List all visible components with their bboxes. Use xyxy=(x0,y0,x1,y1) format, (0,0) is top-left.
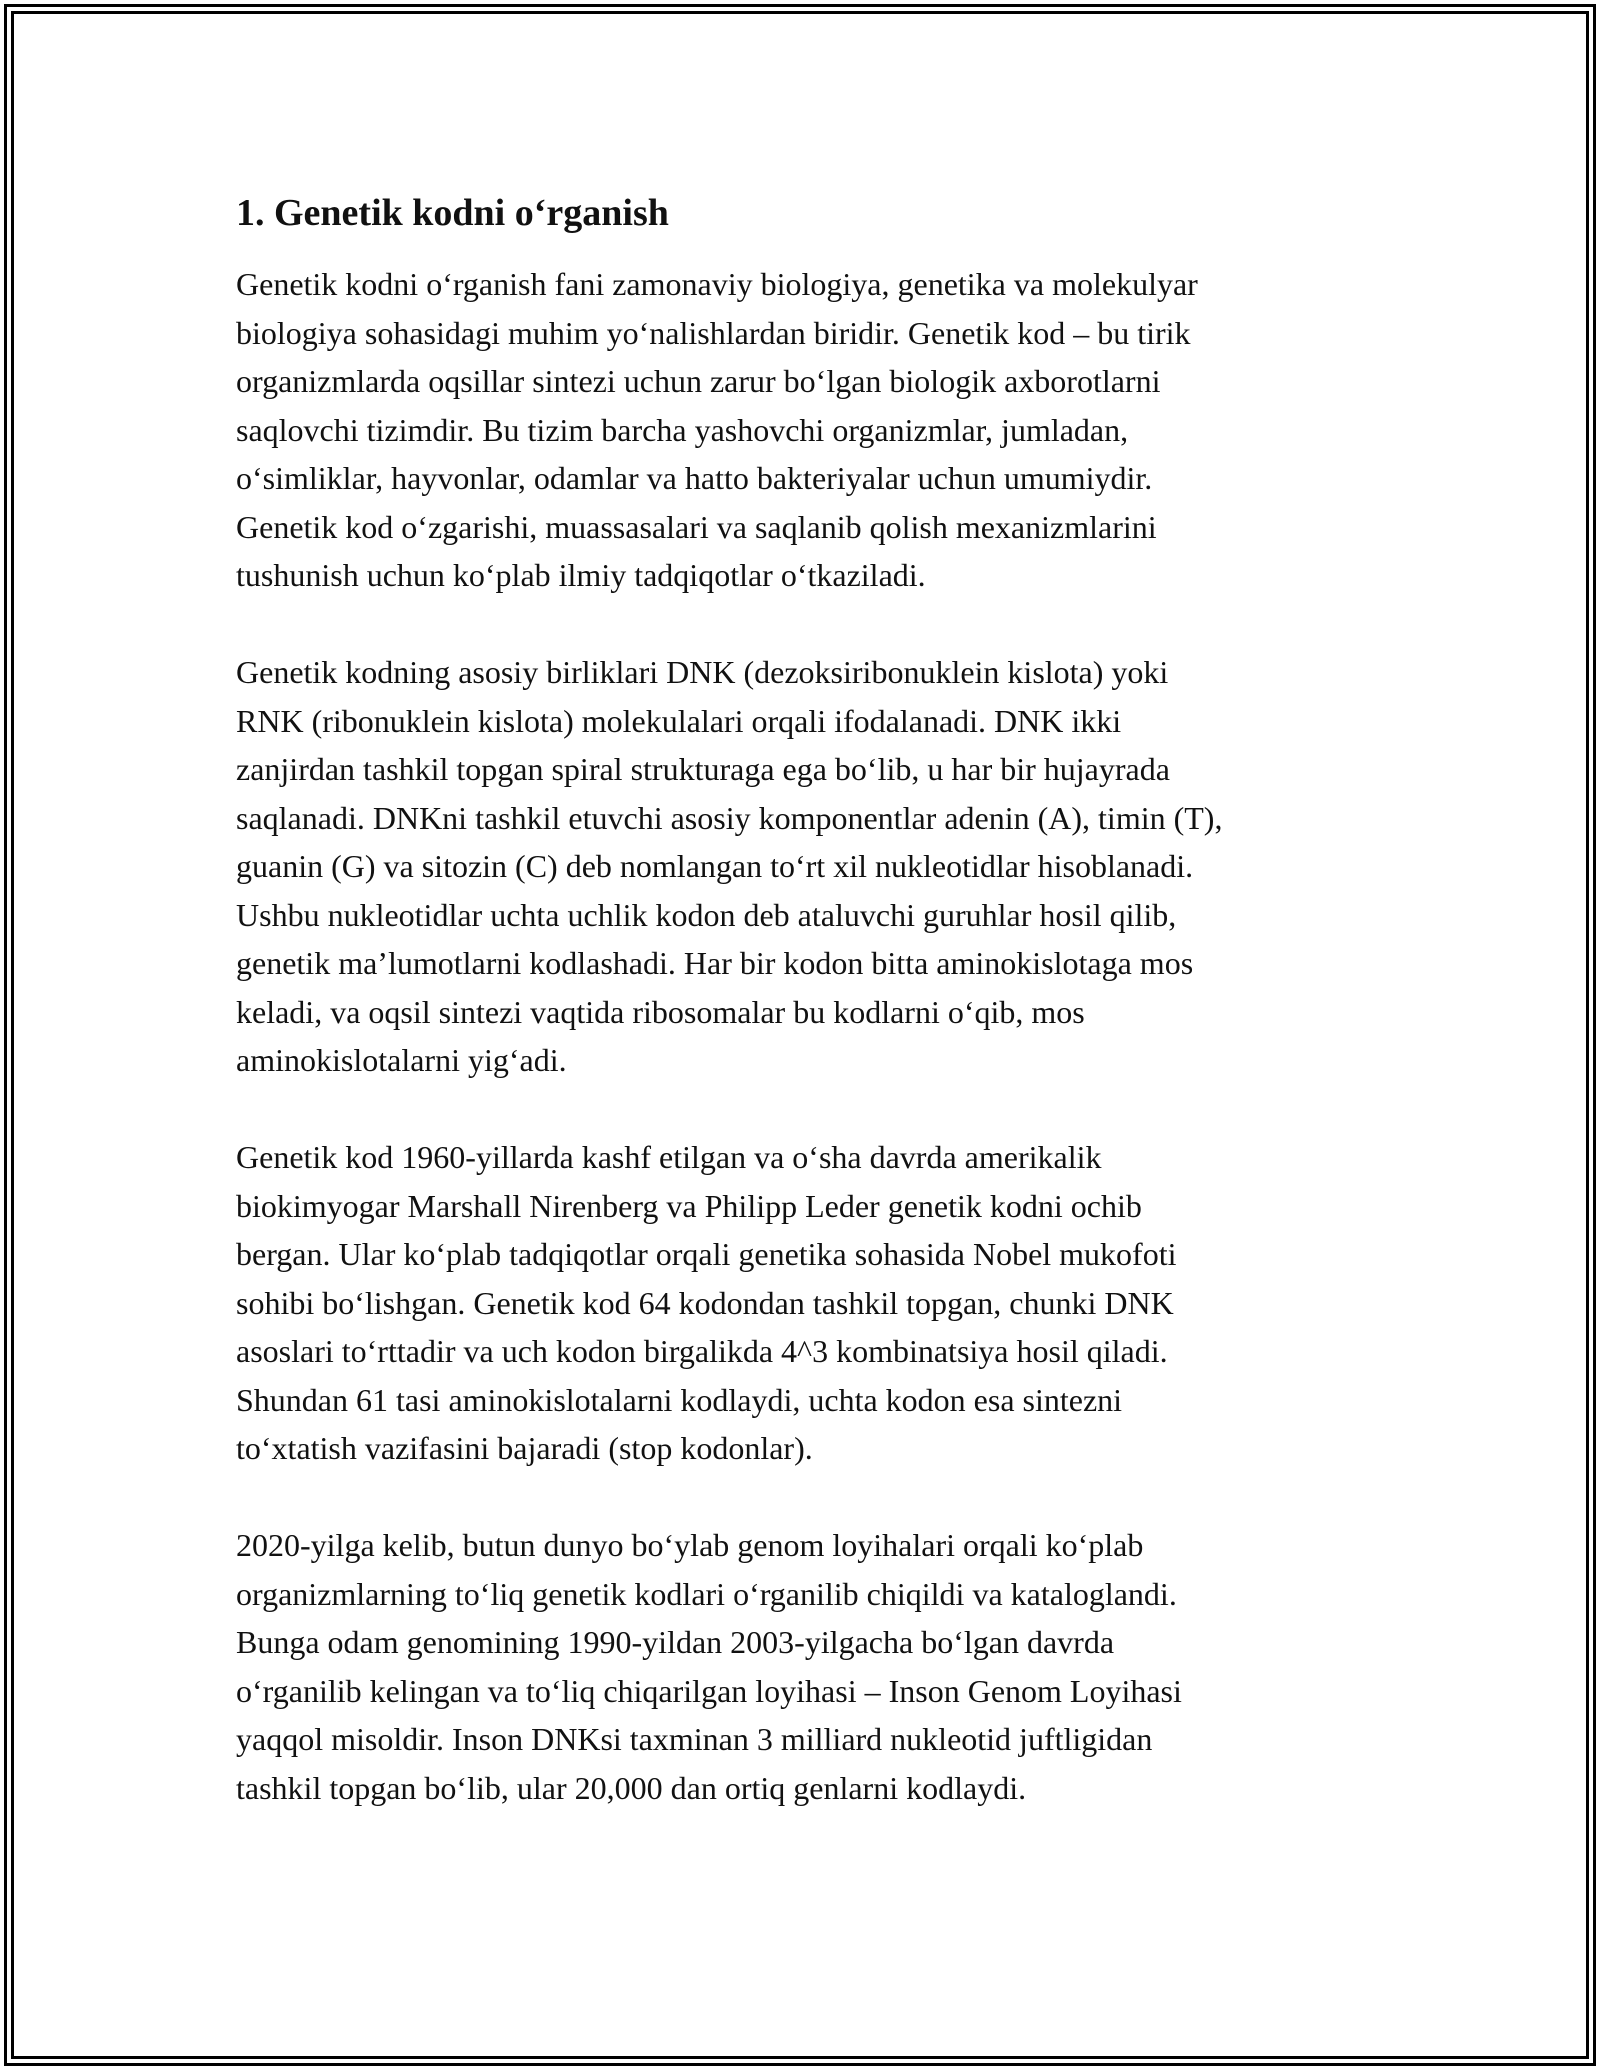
paragraph-4: 2020-yilga kelib, butun dunyo bo‘ylab genom loyihalari orqali ko‘plab organizmlarning to‘liq genetik kodlari o‘rganilib chiqildi va kataloglandi. Bunga odam genomining 1990-yildan 2003-yilgacha bo‘lgan davrda o‘rganilib kelingan va to‘liq chiqarilgan loyihasi – Inson Genom Loyihasi yaqqol misoldir. Inson DNKsi taxminan 3 milliard nukleotid juftligidan tashkil topgan bo‘lib, ular 20,000 dan ortiq genlarni kodlaydi. xyxy=(236,1527,1182,1806)
paragraph-3: Genetik kod 1960-yillarda kashf etilgan va o‘sha davrda amerikalik biokimyogar Marshall Nirenberg va Philipp Leder genetik kodni ochib bergan. Ular ko‘plab tadqiqotlar orqali genetika sohasida Nobel mukofoti sohibi bo‘lishgan. Genetik kod 64 kodondan tashkil topgan, chunki DNK asoslari to‘rttadir va uch kodon birgalikda 4^3 kombinatsiya hosil qiladi. Shundan 61 tasi aminokislotalarni kodlaydi, uchta kodon esa sintezni to‘xtatish vazifasini bajaradi (stop kodonlar). xyxy=(236,1139,1177,1466)
paragraph-2: Genetik kodning asosiy birliklari DNK (dezoksiribonuklein kislota) yoki RNK (ribonuklein kislota) molekulalari orqali ifodalanadi. DNK ikki zanjirdan tashkil topgan spiral strukturaga ega bo‘lib, u har bir hujayrada saqlanadi. DNKni tashkil etuvchi asosiy komponentlar adenin (A), timin (T), guanin (G) va sitozin (C) deb nomlangan to‘rt xil nukleotidlar hisoblanadi. Ushbu nukleotidlar uchta uchlik kodon deb ataluvchi guruhlar hosil qilib, genetik ma’lumotlarni kodlashadi. Har bir kodon bitta aminokislotaga mos keladi, va oqsil sintezi vaqtida ribosomalar bu kodlarni o‘qib, mos aminokislotalarni yig‘adi. xyxy=(236,654,1223,1078)
section-heading: 1. Genetik kodni o‘rganish xyxy=(236,192,669,234)
document-body xyxy=(236,186,1376,1861)
paragraph-1: Genetik kodni o‘rganish fani zamonaviy biologiya, genetika va molekulyar biologiya sohasidagi muhim yo‘nalishlardan biridir. Genetik kod – bu tirik organizmlarda oqsillar sintezi uchun zarur bo‘lgan biologik axborotlarni saqlovchi tizimdir. Bu tizim barcha yashovchi organizmlar, jumladan, o‘simliklar, hayvonlar, odamlar va hatto bakteriyalar uchun umumiydir. Genetik kod o‘zgarishi, muassasalari va saqlanib qolish mexanizmlarini tushunish uchun ko‘plab ilmiy tadqiqotlar o‘tkaziladi. xyxy=(236,266,1198,593)
